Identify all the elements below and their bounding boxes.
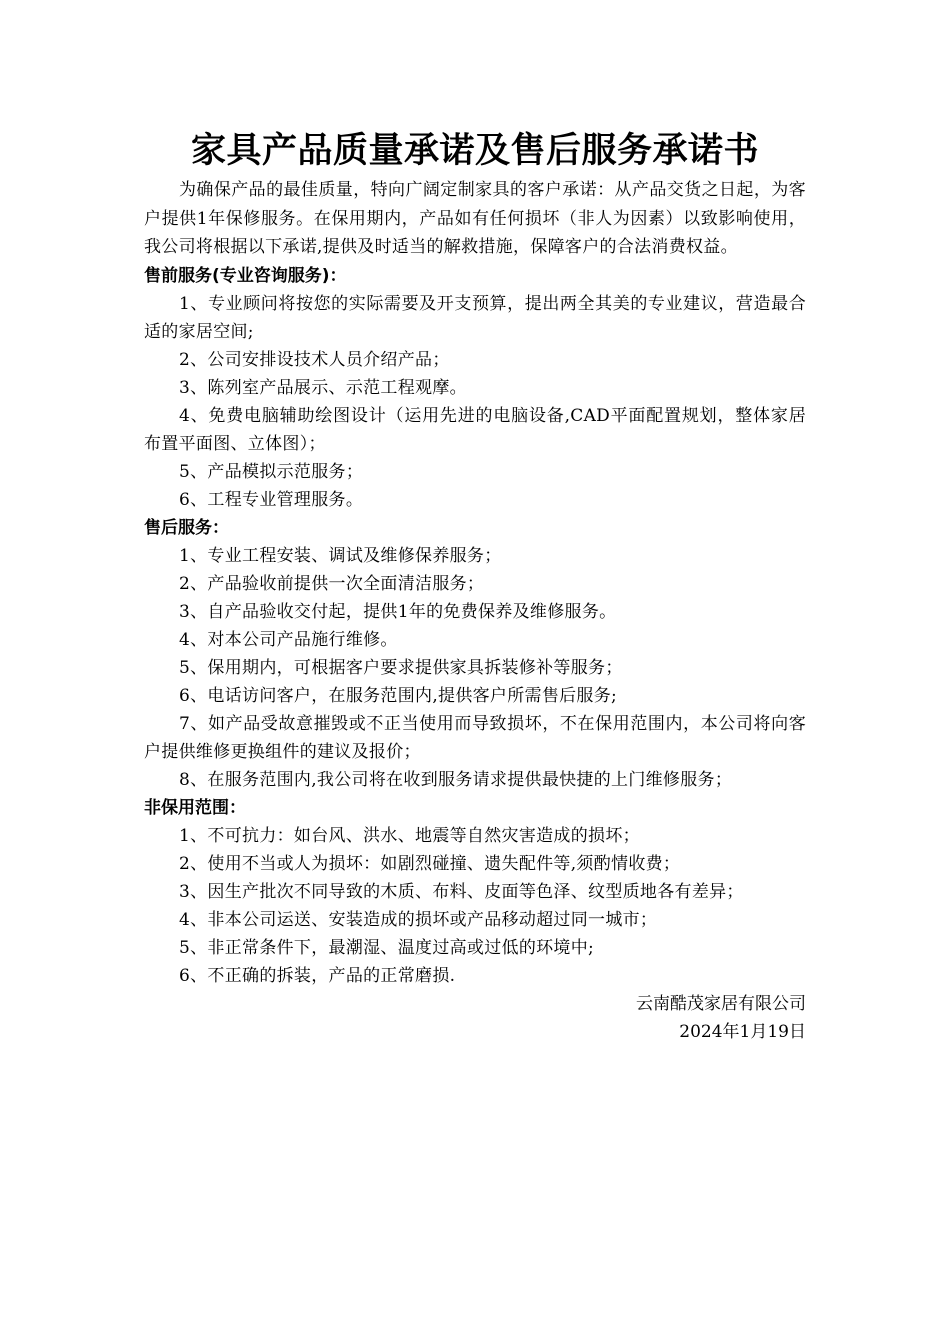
section-pre-sale bbox=[144, 262, 806, 514]
signature-block bbox=[144, 990, 806, 1046]
signature-date: 2024年1月19日 bbox=[679, 1021, 806, 1042]
list-item: 6、电话访问客户，在服务范围内,提供客户所需售后服务; bbox=[179, 685, 618, 706]
list-item: 8、在服务范围内,我公司将在收到服务请求提供最快捷的上门维修服务； bbox=[179, 769, 733, 790]
section-non-warranty bbox=[144, 794, 806, 990]
document-page bbox=[144, 126, 806, 1046]
list-item: 3、陈列室产品展示、示范工程观摩。 bbox=[179, 377, 467, 398]
list-item: 6、工程专业管理服务。 bbox=[179, 489, 364, 510]
list-item: 5、产品模拟示范服务； bbox=[179, 461, 364, 482]
document-title: 家具产品质量承诺及售后服务承诺书 bbox=[190, 131, 759, 171]
list-item: 1、专业工程安装、调试及维修保养服务； bbox=[179, 545, 502, 566]
list-item: 5、保用期内，可根据客户要求提供家具拆装修补等服务； bbox=[179, 657, 623, 678]
list-item: 2、使用不当或人为损坏：如剧烈碰撞、遗失配件等,须酌情收费； bbox=[179, 853, 681, 874]
list-item: 1、专业顾问将按您的实际需要及开支预算，提出两全其美的专业建议，营造最合适的家居空间; bbox=[144, 293, 806, 342]
list-item: 2、产品验收前提供一次全面清洁服务； bbox=[179, 573, 485, 594]
list-item: 4、对本公司产品施行维修。 bbox=[179, 629, 398, 650]
list-item: 4、免费电脑辅助绘图设计（运用先进的电脑设备,CAD平面配置规划，整体家居布置平面图、立体图）； bbox=[144, 405, 806, 454]
section-heading: 非保用范围： bbox=[144, 797, 246, 818]
list-item: 3、因生产批次不同导致的木质、布料、皮面等色泽、纹型质地各有差异； bbox=[179, 881, 744, 902]
list-item: 7、如产品受故意摧毁或不正当使用而导致损坏，不在保用范围内，本公司将向客户提供维修更换组件的建议及报价； bbox=[144, 713, 806, 762]
section-after-sale bbox=[144, 514, 806, 794]
list-item: 4、非本公司运送、安装造成的损坏或产品移动超过同一城市； bbox=[179, 909, 658, 930]
list-item: 1、不可抗力：如台风、洪水、地震等自然灾害造成的损坏； bbox=[179, 825, 640, 846]
section-heading: 售后服务： bbox=[144, 517, 229, 538]
list-item: 2、公司安排设技术人员介绍产品； bbox=[179, 349, 450, 370]
section-heading: 售前服务(专业咨询服务)： bbox=[144, 265, 347, 286]
intro-paragraph: 为确保产品的最佳质量，特向广阔定制家具的客户承诺：从产品交货之日起，为客户提供1年保修服务。在保用期内，产品如有任何损坏（非人为因素）以致影响使用，我公司将根据以下承诺,提供及时适当的解救措施，保障客户的合法消费权益。 bbox=[144, 180, 806, 257]
list-item: 3、自产品验收交付起，提供1年的免费保养及维修服务。 bbox=[179, 601, 617, 622]
list-item: 5、非正常条件下，最潮湿、温度过高或过低的环境中; bbox=[179, 937, 595, 958]
company-name: 云南酷茂家居有限公司 bbox=[636, 993, 806, 1014]
list-item: 6、不正确的拆装，产品的正常磨损. bbox=[179, 965, 456, 986]
